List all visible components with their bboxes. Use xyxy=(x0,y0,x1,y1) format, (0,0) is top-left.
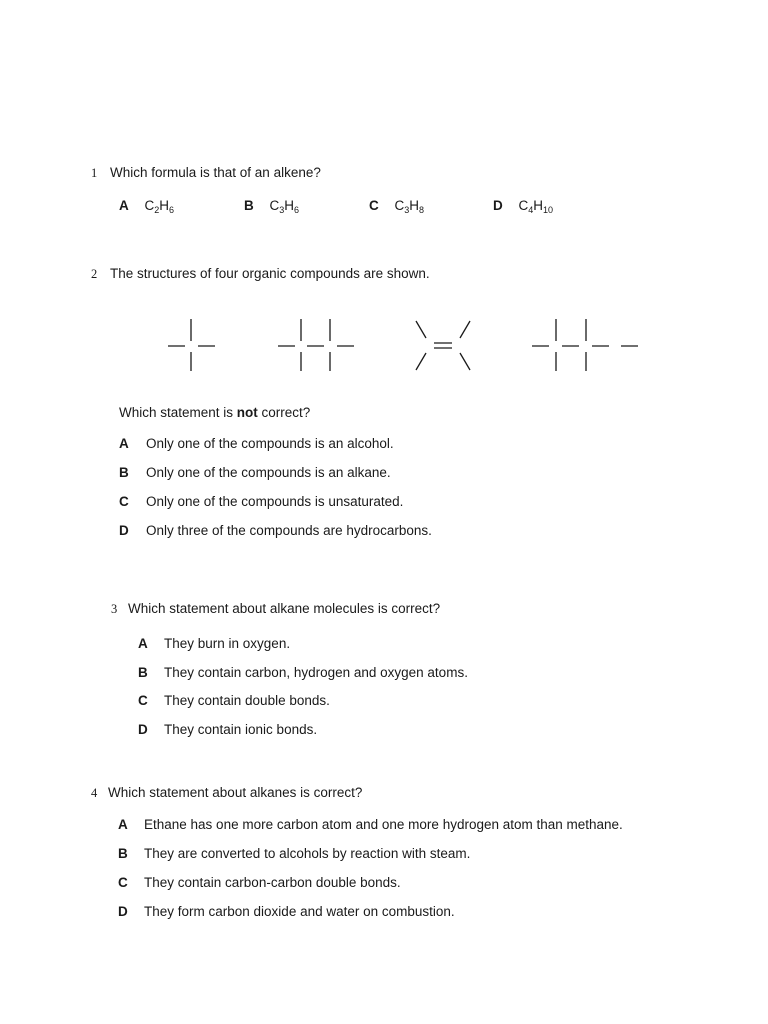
option-text: Only one of the compounds is unsaturated. xyxy=(146,494,404,509)
option-c[interactable] xyxy=(369,198,424,213)
option-letter: D xyxy=(119,523,129,538)
option-text: They contain carbon, hydrogen and oxygen atoms. xyxy=(164,665,468,680)
structure-2 xyxy=(278,319,354,371)
option-letter: D xyxy=(138,722,148,737)
option-letter: B xyxy=(118,846,128,861)
option-text: Only three of the compounds are hydrocarbons. xyxy=(146,523,432,538)
option-letter: A xyxy=(119,198,129,213)
option-letter: C xyxy=(138,693,148,708)
option-letter: A xyxy=(138,636,148,651)
structure-3 xyxy=(416,321,470,370)
question-text: Which statement about alkanes is correct? xyxy=(108,785,363,800)
option-text: Ethane has one more carbon atom and one more hydrogen atom than methane. xyxy=(144,817,623,832)
option-letter: D xyxy=(493,198,503,213)
formula: $C_3H_6$ xyxy=(269,198,300,215)
option-text: They contain carbon-carbon double bonds. xyxy=(144,875,401,890)
question-text: Which statement about alkane molecules is correct? xyxy=(128,601,441,616)
option-text: Only one of the compounds is an alcohol. xyxy=(146,436,394,451)
option-text: They form carbon dioxide and water on combustion. xyxy=(144,904,455,919)
option-letter: B xyxy=(138,665,148,680)
option-letter: A xyxy=(119,436,129,451)
question-text: The structures of four organic compounds are shown. xyxy=(110,266,430,281)
structure-4 xyxy=(532,319,638,371)
structure-1 xyxy=(168,319,215,371)
option-text: Only one of the compounds is an alkane. xyxy=(146,465,391,480)
formula: $C_2H_6$ xyxy=(144,198,175,215)
option-text: They contain double bonds. xyxy=(164,693,330,708)
option-letter: B xyxy=(244,198,254,213)
formula: $C_4H_{10}$ xyxy=(518,198,554,215)
option-text: They burn in oxygen. xyxy=(164,636,291,651)
option-b[interactable] xyxy=(244,198,299,213)
option-text: They contain ionic bonds. xyxy=(164,722,318,737)
question-number: 4 xyxy=(91,786,98,800)
question-text: Which formula is that of an alkene? xyxy=(110,165,321,180)
option-letter: B xyxy=(119,465,129,480)
formula: $C_3H_8$ xyxy=(394,198,425,215)
question-number: 2 xyxy=(91,267,98,281)
option-letter: A xyxy=(118,817,128,832)
option-letter: D xyxy=(118,904,128,919)
option-letter: C xyxy=(119,494,129,509)
question-number: 3 xyxy=(111,602,118,616)
option-d[interactable] xyxy=(493,198,553,213)
question-prompt: Which statement is not correct? xyxy=(119,405,311,420)
option-letter: C xyxy=(369,198,379,213)
option-text: They are converted to alcohols by reaction with steam. xyxy=(144,846,471,861)
question-number: 1 xyxy=(91,166,98,180)
option-letter: C xyxy=(118,875,128,890)
option-a[interactable] xyxy=(119,198,174,213)
structural-formulas xyxy=(150,310,650,380)
